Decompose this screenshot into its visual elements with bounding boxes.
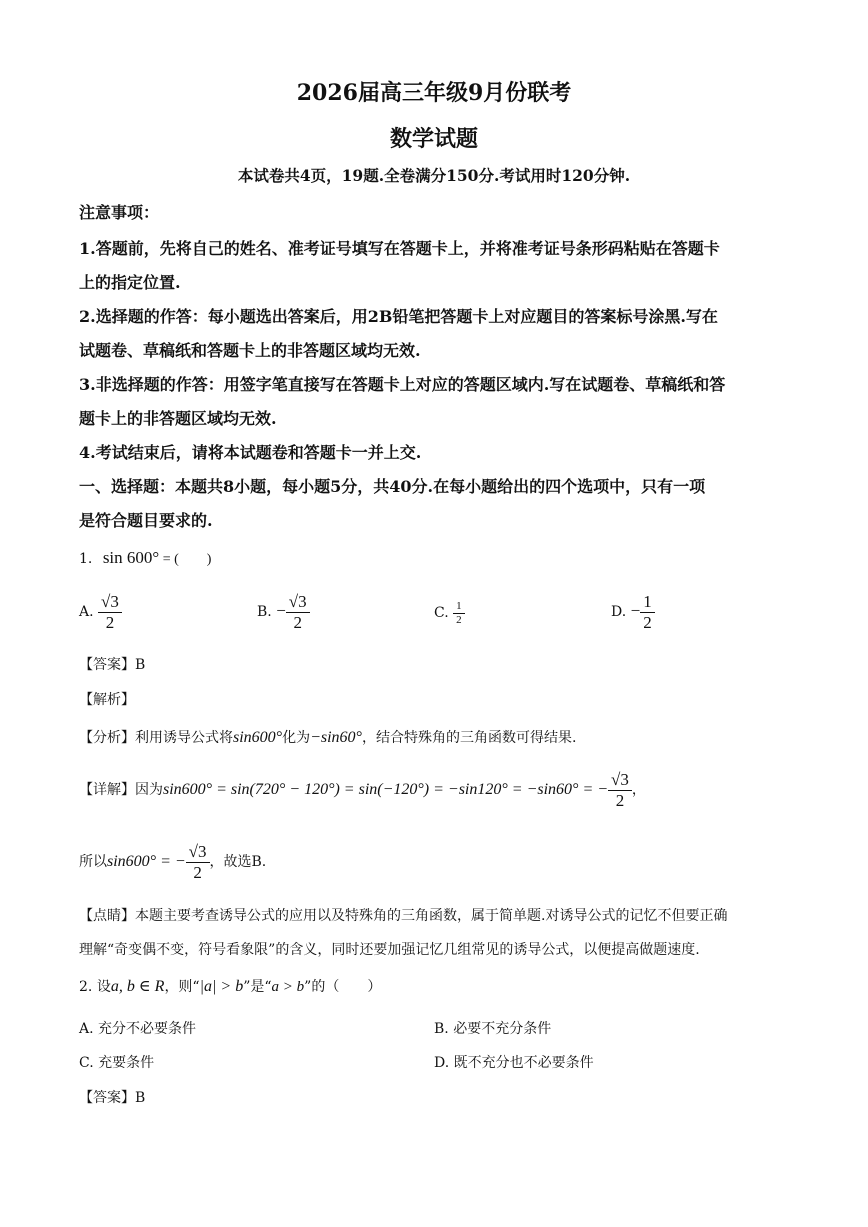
notice-item3-line2: 题卡上的非答题区域均无效. bbox=[79, 409, 277, 428]
q1-stem-tail: = ( ) bbox=[159, 552, 212, 567]
q1-number: 1. bbox=[79, 551, 93, 567]
notice-item4: 4.考试结束后，请将本试题卷和答题卡一并上交. bbox=[79, 443, 422, 462]
q1-stem-expr: sin 600° bbox=[102, 548, 160, 567]
q1-option-d-frac: $\frac{1}{2}$ bbox=[640, 592, 655, 632]
section1-line1: 一、选择题：本题共8小题，每小题5分，共40分.在每小题给出的四个选项中，只有一项 bbox=[79, 477, 706, 496]
q1-answer: 【答案】B bbox=[79, 657, 146, 673]
q1-option-b: B. − $\frac{√3}{2}$ bbox=[257, 592, 310, 632]
notice-item2-line1: 2.选择题的作答：每小题选出答案后，用2B铅笔把答题卡上对应题目的答案标号涂黑.写在 bbox=[79, 307, 718, 326]
q2-option-c: C. 充要条件 bbox=[79, 1055, 155, 1071]
notice-item3-line1: 3.非选择题的作答：用签字笔直接写在答题卡上对应的答题区域内.写在试题卷、草稿纸和答 bbox=[79, 375, 726, 394]
q1-dianjing-line2: 理解“奇变偶不变，符号看象限”的含义，同时还要加强记忆几组常见的诱导公式，以便提高做题速度. bbox=[79, 942, 700, 958]
exam-subtitle: 本试卷共4页，19题.全卷满分150分.考试用时120分钟. bbox=[237, 166, 631, 185]
q1-option-a-frac: $\frac{√3}{2}$ bbox=[98, 592, 122, 632]
q1-dianjing-line1: 【点睛】本题主要考查诱导公式的应用以及特殊角的三角函数，属于简单题.对诱导公式的记忆不但要正确 bbox=[79, 908, 728, 924]
q2-answer: 【答案】B bbox=[79, 1090, 146, 1106]
q2-option-a: A. 充分不必要条件 bbox=[79, 1021, 197, 1037]
exam-subject: 数学试题 bbox=[389, 126, 478, 152]
q1-option-c: C. $\frac{1}{2}$ bbox=[434, 600, 465, 626]
q1-stem bbox=[79, 548, 211, 568]
q2-option-d: D. 既不充分也不必要条件 bbox=[434, 1055, 594, 1071]
q1-xiangjie-frac: $\frac{√3}{2}$ bbox=[608, 770, 632, 810]
q1-option-b-frac: $\frac{√3}{2}$ bbox=[286, 592, 310, 632]
notice-item1-line1: 1.答题前，先将自己的姓名、准考证号填写在答题卡上，并将准考证号条形码粘贴在答题卡 bbox=[79, 239, 720, 258]
q1-option-c-frac: $\frac{1}{2}$ bbox=[453, 600, 465, 626]
q1-suoyi: 所以sin600° = − $\frac{√3}{2}$ ，故选B. bbox=[79, 842, 267, 882]
q1-fenxi: 【分析】利用诱导公式将sin600°化为−sin60°，结合特殊角的三角函数可得结果. bbox=[79, 729, 577, 746]
notice-item2-line2: 试题卷、草稿纸和答题卡上的非答题区域均无效. bbox=[79, 341, 421, 360]
section1-line2: 是符合题目要求的. bbox=[79, 511, 213, 530]
q2-stem: 2. 设a, b ∈ R，则“|a| > b”是“a > b”的（ ） bbox=[79, 978, 382, 995]
q1-suoyi-frac: $\frac{√3}{2}$ bbox=[186, 842, 210, 882]
notice-heading: 注意事项： bbox=[79, 203, 160, 222]
q1-option-d: D. − $\frac{1}{2}$ bbox=[611, 592, 655, 632]
notice-item1-line2: 上的指定位置. bbox=[79, 273, 181, 292]
q2-option-b: B. 必要不充分条件 bbox=[434, 1021, 552, 1037]
exam-title: 2026届高三年级9月份联考 bbox=[296, 80, 572, 106]
q1-xiangjie: 【详解】因为sin600° = sin(720° − 120°) = sin(−120°) = −sin120° = −sin60° = − $\frac{√3}{2}$ ， bbox=[79, 770, 646, 810]
q1-analysis-tag: 【解析】 bbox=[79, 692, 135, 708]
q1-option-a: A. $\frac{√3}{2}$ bbox=[79, 592, 122, 632]
